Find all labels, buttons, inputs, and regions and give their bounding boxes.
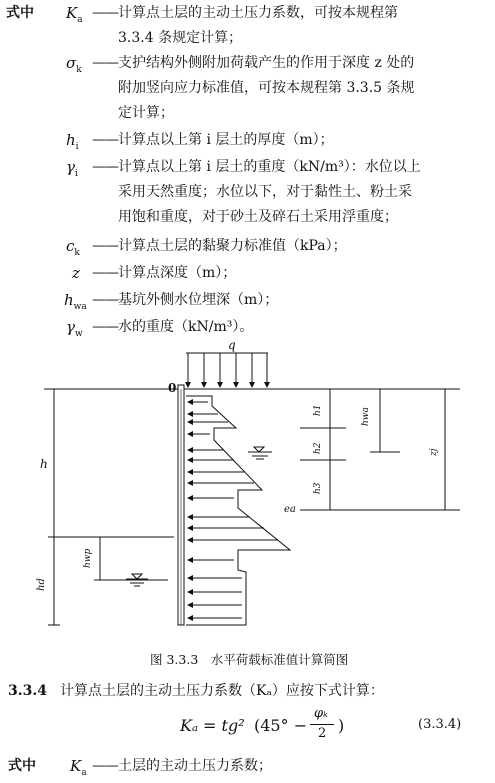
dash: —— — [92, 5, 118, 21]
def-sigma-line3: 定计算； — [118, 105, 174, 121]
def-gamma-line1: 计算点以上第 i 层土的重度（kN/m³）：水位以上 — [118, 159, 421, 175]
label-shizhong-bottom: 式中 — [8, 758, 36, 774]
symbol-sigma-k: $\sigma_k$ — [66, 54, 82, 75]
symbol-z: z — [72, 264, 80, 282]
load-diagram — [0, 340, 495, 640]
symbol-ka: $K_a$ — [66, 4, 83, 25]
def-hwa-line1: 基坑外侧水位埋深（m）； — [118, 292, 279, 308]
def-ka-line1: 计算点土层的主动土压力系数，可按本规程第 — [118, 5, 398, 21]
section-number: 3.3.4 — [8, 683, 47, 699]
label-hwp: hwp — [83, 548, 93, 568]
symbol-hwa: $h_{wa}$ — [64, 291, 87, 312]
def-hi-line1: 计算点以上第 i 层土的厚度（m）； — [118, 132, 334, 148]
label-h3: h3 — [313, 482, 323, 494]
def-sigma-line2: 附加竖向应力标准值，可按本规程第 3.3.5 条规 — [118, 80, 415, 96]
label-hwa: hwa — [361, 407, 371, 426]
def-ck-line1: 计算点土层的黏聚力标准值（kPa）； — [118, 238, 347, 254]
dash: —— — [92, 238, 118, 254]
fraction-bar — [310, 724, 334, 725]
def-ka-bottom: 土层的主动土压力系数； — [118, 758, 272, 774]
def-gamma-line3: 用饱和重度，对于砂土及碎石土采用浮重度； — [118, 209, 398, 225]
formula-frac-num: φₖ — [314, 706, 328, 721]
def-z-line1: 计算点深度（m）； — [118, 265, 237, 281]
formula-frac-den: 2 — [318, 726, 327, 741]
formula-number: (3.3.4) — [418, 717, 462, 732]
symbol-gamma-i: $\gamma_i$ — [66, 158, 78, 179]
formula-close: ) — [338, 716, 345, 735]
label-q: q — [228, 340, 236, 352]
dash: —— — [92, 159, 118, 175]
label-ea: ea — [284, 504, 296, 515]
dash: —— — [92, 265, 118, 281]
dash: —— — [92, 55, 118, 71]
dash: —— — [92, 758, 118, 774]
def-gamma-w-line1: 水的重度（kN/m³）。 — [118, 319, 254, 335]
label-h1: h1 — [313, 404, 323, 416]
symbol-ck: $c_k$ — [66, 237, 80, 258]
def-sigma-line1: 支护结构外侧附加荷载产生的作用于深度 z 处的 — [118, 55, 415, 71]
formula-lhs: Kₐ = tg² — [180, 716, 245, 735]
label-h2: h2 — [313, 442, 323, 454]
dash: —— — [92, 292, 118, 308]
label-zj: zj — [429, 448, 439, 456]
symbol-ka-bottom: $K_a$ — [70, 757, 87, 778]
label-shizhong: 式中 — [6, 5, 34, 21]
symbol-gamma-w: $\gamma_w$ — [66, 318, 83, 339]
label-zero: 0 — [168, 381, 177, 395]
dash: —— — [92, 319, 118, 335]
figure-caption: 图 3.3.3 水平荷载标准值计算简图 — [150, 652, 349, 667]
section-text: 计算点土层的主动土压力系数（Kₐ）应按下式计算： — [60, 683, 384, 699]
dash: —— — [92, 132, 118, 148]
def-gamma-line2: 采用天然重度；水位以下，对于黏性土、粉土采 — [118, 184, 412, 200]
label-h: h — [40, 457, 48, 471]
symbol-hi: $h_i$ — [66, 131, 79, 152]
label-hd: hd — [36, 578, 47, 591]
formula-body: (45° − — [254, 716, 308, 735]
def-ka-line2: 3.3.4 条规定计算； — [118, 30, 243, 46]
